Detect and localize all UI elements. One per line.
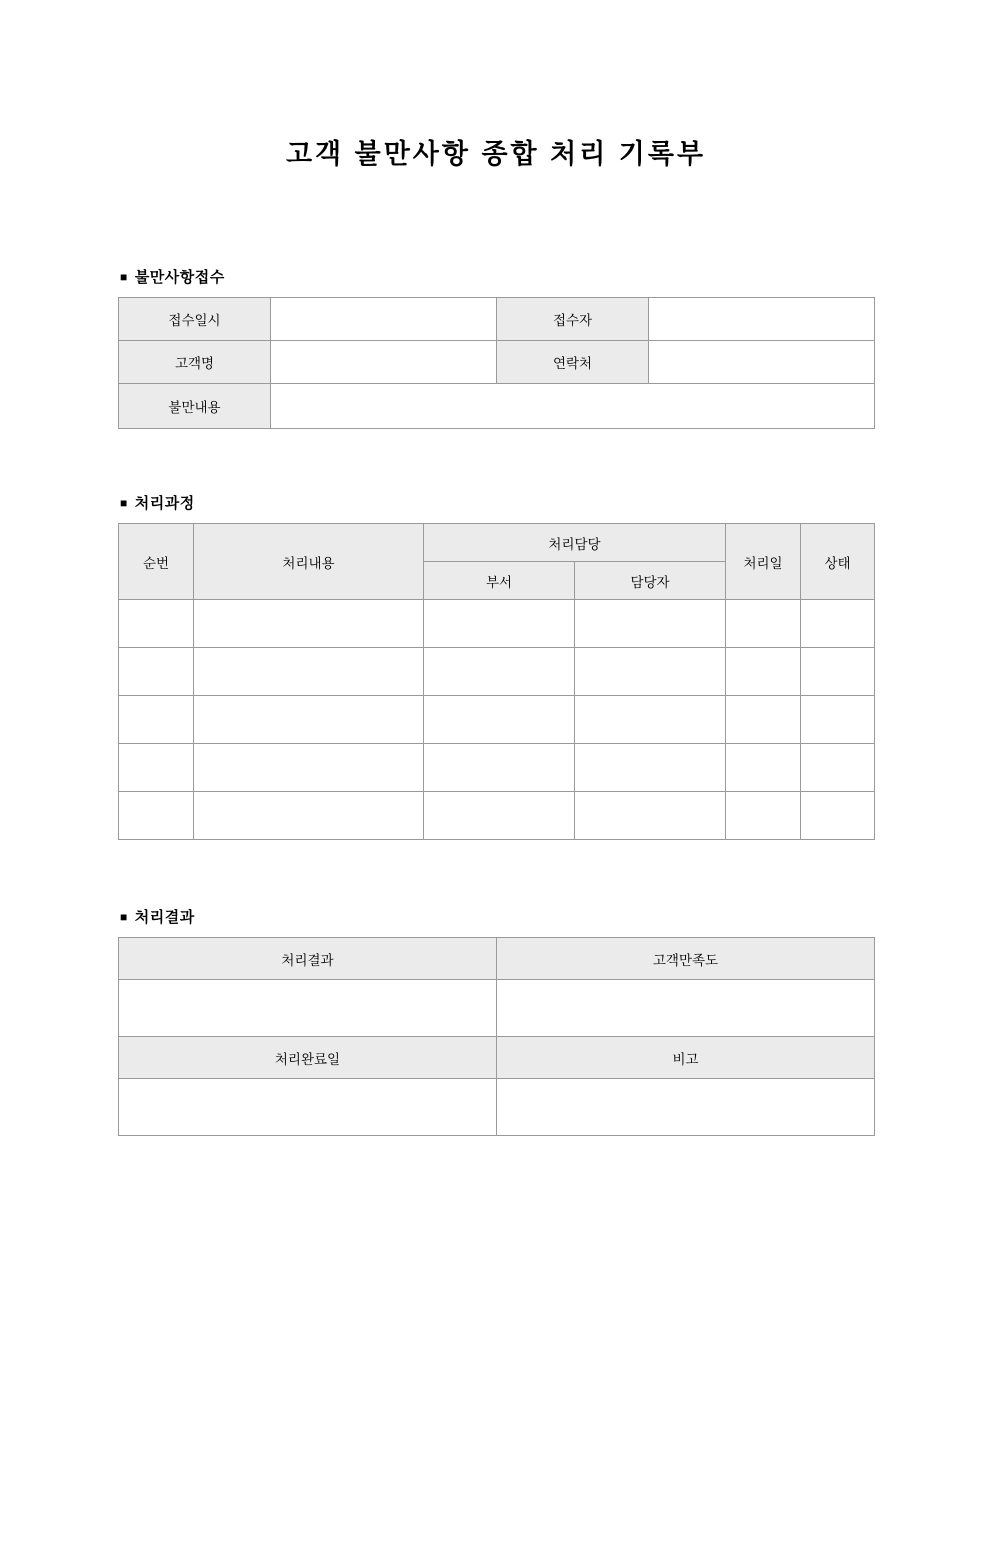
cell-person[interactable]	[575, 792, 726, 840]
remarks-value[interactable]	[497, 1079, 875, 1136]
document-page	[0, 138, 992, 1541]
receiver-label: 접수자	[497, 298, 649, 341]
col-header-date: 처리일	[726, 524, 801, 600]
cell-date[interactable]	[726, 696, 801, 744]
table-row	[119, 696, 875, 744]
cell-department[interactable]	[424, 744, 575, 792]
cell-date[interactable]	[726, 648, 801, 696]
table-row	[119, 298, 875, 341]
completion-date-label: 처리완료일	[119, 1037, 497, 1079]
customer-name-label: 고객명	[119, 341, 271, 384]
receipt-datetime-label: 접수일시	[119, 298, 271, 341]
cell-content[interactable]	[194, 744, 424, 792]
receiver-value[interactable]	[649, 298, 875, 341]
bullet-square-icon: ■	[120, 910, 128, 925]
cell-date[interactable]	[726, 600, 801, 648]
table-row	[119, 1079, 875, 1136]
complaint-content-label: 불만내용	[119, 384, 271, 429]
result-label: 처리결과	[119, 938, 497, 980]
cell-content[interactable]	[194, 696, 424, 744]
contact-value[interactable]	[649, 341, 875, 384]
section-complaint-receipt	[118, 266, 874, 429]
section-heading-process-label: 처리과정	[134, 495, 195, 513]
cell-person[interactable]	[575, 600, 726, 648]
col-header-assignee-group: 처리담당	[424, 524, 726, 562]
cell-content[interactable]	[194, 648, 424, 696]
cell-no[interactable]	[119, 696, 194, 744]
table-row	[119, 341, 875, 384]
process-table	[118, 523, 875, 840]
cell-no[interactable]	[119, 792, 194, 840]
table-row	[119, 980, 875, 1037]
bullet-square-icon: ■	[120, 496, 128, 511]
receipt-datetime-value[interactable]	[271, 298, 497, 341]
cell-no[interactable]	[119, 648, 194, 696]
table-header-row	[119, 938, 875, 980]
section-heading-receipt-label: 불만사항접수	[134, 269, 225, 287]
col-header-department: 부서	[424, 562, 575, 600]
table-row	[119, 600, 875, 648]
satisfaction-value[interactable]	[497, 980, 875, 1037]
cell-person[interactable]	[575, 648, 726, 696]
col-header-content: 처리내용	[194, 524, 424, 600]
result-table	[118, 937, 875, 1136]
table-header-row	[119, 524, 875, 562]
cell-status[interactable]	[801, 600, 875, 648]
section-heading-process	[118, 492, 874, 513]
cell-no[interactable]	[119, 744, 194, 792]
table-row	[119, 384, 875, 429]
section-heading-result-label: 처리결과	[134, 909, 195, 927]
satisfaction-label: 고객만족도	[497, 938, 875, 980]
col-header-status: 상태	[801, 524, 875, 600]
cell-department[interactable]	[424, 648, 575, 696]
customer-name-value[interactable]	[271, 341, 497, 384]
section-heading-result	[118, 906, 874, 927]
cell-status[interactable]	[801, 648, 875, 696]
section-process	[118, 492, 874, 840]
section-heading-receipt	[118, 266, 874, 287]
table-row	[119, 648, 875, 696]
cell-no[interactable]	[119, 600, 194, 648]
cell-person[interactable]	[575, 744, 726, 792]
cell-content[interactable]	[194, 600, 424, 648]
cell-content[interactable]	[194, 792, 424, 840]
complaint-content-value[interactable]	[271, 384, 875, 429]
table-header-row	[119, 1037, 875, 1079]
result-value[interactable]	[119, 980, 497, 1037]
page-title: 고객 불만사항 종합 처리 기록부	[285, 139, 707, 169]
col-header-no: 순번	[119, 524, 194, 600]
contact-label: 연락처	[497, 341, 649, 384]
cell-department[interactable]	[424, 792, 575, 840]
cell-status[interactable]	[801, 696, 875, 744]
section-result	[118, 906, 874, 1136]
completion-date-value[interactable]	[119, 1079, 497, 1136]
cell-department[interactable]	[424, 600, 575, 648]
cell-department[interactable]	[424, 696, 575, 744]
col-header-person: 담당자	[575, 562, 726, 600]
cell-date[interactable]	[726, 792, 801, 840]
table-row	[119, 792, 875, 840]
remarks-label: 비고	[497, 1037, 875, 1079]
cell-person[interactable]	[575, 696, 726, 744]
cell-status[interactable]	[801, 792, 875, 840]
cell-status[interactable]	[801, 744, 875, 792]
bullet-square-icon: ■	[120, 270, 128, 285]
table-row	[119, 744, 875, 792]
cell-date[interactable]	[726, 744, 801, 792]
receipt-table	[118, 297, 875, 429]
